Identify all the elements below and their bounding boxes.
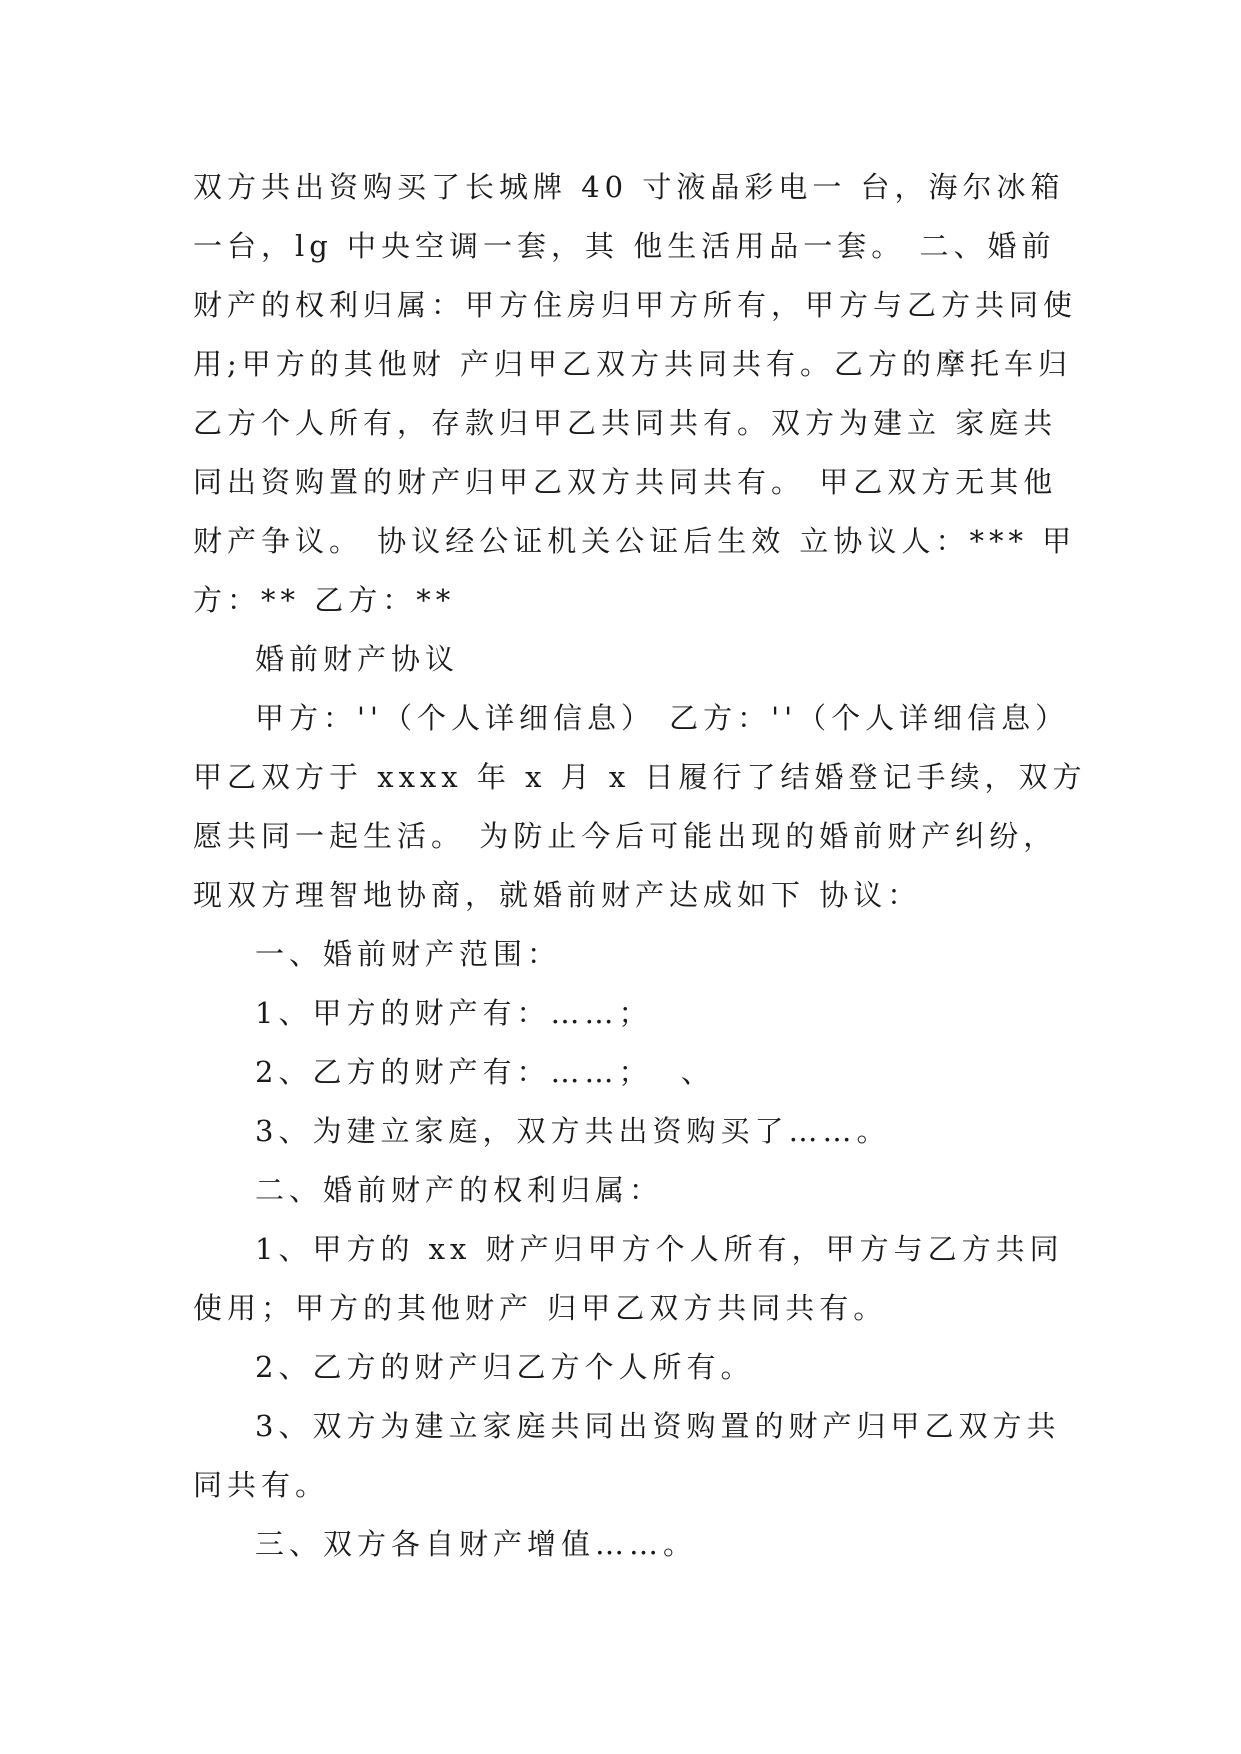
text-line: 双方共出资购买了长城牌 40 寸液晶彩电一 台，海尔冰箱 (193, 170, 1065, 204)
clause-item: 1、甲方的财产有：……； (255, 996, 653, 1030)
text-line: 财产的权利归属：甲方住房归甲方所有，甲方与乙方共同使 (193, 288, 1078, 322)
clause-item: 3、双方为建立家庭共同出资购置的财产归甲乙双方共 (255, 1409, 1061, 1443)
clause-item: 3、为建立家庭，双方共出资购买了……。 (255, 1114, 891, 1148)
clause-heading: 三、双方各自财产增值……。 (255, 1527, 698, 1561)
clause-item: 1、甲方的 xx 财产归甲方个人所有，甲方与乙方共同 (255, 1232, 1064, 1266)
party-info-line: 甲方：''（个人详细信息） 乙方：''（个人详细信息） (255, 701, 1070, 735)
clause-heading: 一、婚前财产范围： (255, 937, 562, 971)
document-body (193, 158, 1087, 1574)
text-line: 用;甲方的其他财 产归甲乙双方共同共有。乙方的摩托车归 (193, 347, 1072, 381)
text-line: 愿共同一起生活。 为防止今后可能出现的婚前财产纠纷， (193, 819, 1058, 853)
text-line: 使用；甲方的其他财产 归甲乙双方共同共有。 (193, 1291, 888, 1325)
section-title: 婚前财产协议 (255, 642, 460, 676)
clause-item: 2、乙方的财产有：……； 、 (255, 1055, 715, 1089)
text-line: 方：** 乙方：** (193, 583, 456, 617)
text-line: 乙方个人所有，存款归甲乙共同共有。双方为建立 家庭共 (193, 406, 1058, 440)
text-line: 现双方理智地协商，就婚前财产达成如下 协议： (193, 878, 922, 912)
text-line: 一台，lg 中央空调一套，其 他生活用品一套。 二、婚前 (193, 229, 1056, 263)
clause-heading: 二、婚前财产的权利归属： (255, 1173, 664, 1207)
text-line: 财产争议。 协议经公证机关公证后生效 立协议人：*** 甲 (193, 524, 1077, 558)
text-line: 同共有。 (193, 1468, 330, 1502)
text-line: 甲乙双方于 xxxx 年 x 月 x 日履行了结婚登记手续，双方 (193, 760, 1087, 794)
clause-item: 2、乙方的财产归乙方个人所有。 (255, 1350, 755, 1384)
text-line: 同出资购置的财产归甲乙双方共同共有。 甲乙双方无其他 (193, 465, 1058, 499)
